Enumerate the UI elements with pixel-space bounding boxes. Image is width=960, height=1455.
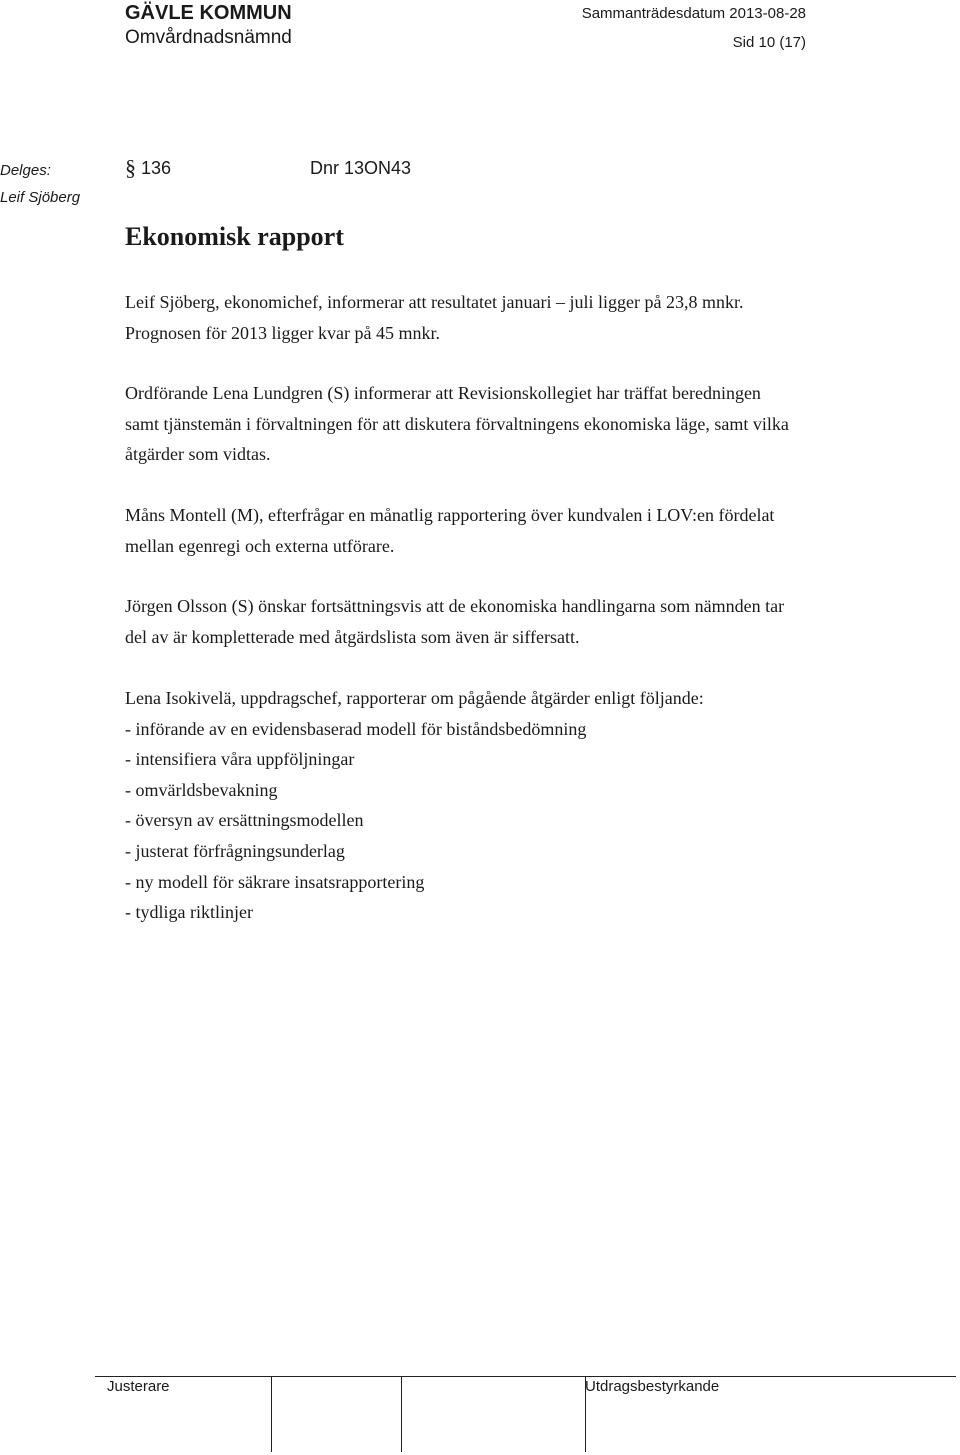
justerare-label: Justerare	[107, 1378, 170, 1395]
list-item: - omvärldsbevakning	[125, 779, 278, 800]
list-item: - ny modell för säkrare insatsrapportering	[125, 871, 425, 892]
utdragsbestyrkande-label: Utdragsbestyrkande	[585, 1378, 720, 1395]
list-item: - tydliga riktlinjer	[125, 902, 253, 923]
list-item: - justerat förfrågningsunderlag	[125, 840, 345, 861]
page-number: Sid 10 (17)	[732, 34, 806, 51]
paragraph-text: Leif Sjöberg, ekonomichef, informerar att resultatet januari – juli ligger på 23,8 mnkr. Prognosen för 2013 ligger kvar på 45 mnkr.	[125, 292, 744, 343]
meeting-date: Sammanträdesdatum 2013-08-28	[581, 5, 806, 22]
section-title: Ekonomisk rapport	[125, 222, 344, 251]
signature-box-divider	[401, 1376, 402, 1452]
paragraph-text: Jörgen Olsson (S) önskar fortsättningsvis att de ekonomiska handlingarna som nämnden tar del av är kompletterade med åtgärdslista som även är siffersatt.	[125, 596, 785, 647]
case-number: 136	[141, 158, 172, 178]
footer-divider	[95, 1376, 956, 1377]
diary-number: Dnr 13ON43	[310, 158, 412, 178]
paragraph-financial-result	[125, 287, 790, 348]
paragraph-chair-info	[125, 378, 790, 470]
paragraph-text: Måns Montell (M), efterfrågar en månatlig rapportering över kundvalen i LOV:en fördelat mellan egenregi och externa utförare.	[125, 505, 775, 556]
department-name: Omvårdnadsnämnd	[125, 27, 292, 48]
action-list	[125, 714, 790, 928]
signature-box-divider	[271, 1376, 272, 1452]
distribution-recipient: Leif Sjöberg	[0, 189, 81, 206]
paragraph-action-list-request	[125, 591, 790, 652]
list-item: - intensifiera våra uppföljningar	[125, 749, 355, 770]
paragraph-text: Ordförande Lena Lundgren (S) informerar att Revisionskollegiet har träffat beredningen samt tjänstemän i förvaltningen för att diskutera förvaltningens ekonomiska läge, samt vilka åtgärder som vidtas.	[125, 383, 789, 465]
list-item: - översyn av ersättningsmodellen	[125, 810, 364, 831]
paragraph-sign: §	[125, 155, 136, 180]
organization-name: GÄVLE KOMMUN	[125, 2, 292, 24]
paragraph-reporting-request	[125, 500, 790, 561]
paragraph-measures	[125, 683, 790, 928]
paragraph-text: Lena Isokivelä, uppdragschef, rapporterar om pågående åtgärder enligt följande:	[125, 688, 704, 708]
distribution-label: Delges:	[0, 162, 51, 179]
list-item: - införande av en evidensbaserad modell för biståndsbedömning	[125, 718, 587, 739]
